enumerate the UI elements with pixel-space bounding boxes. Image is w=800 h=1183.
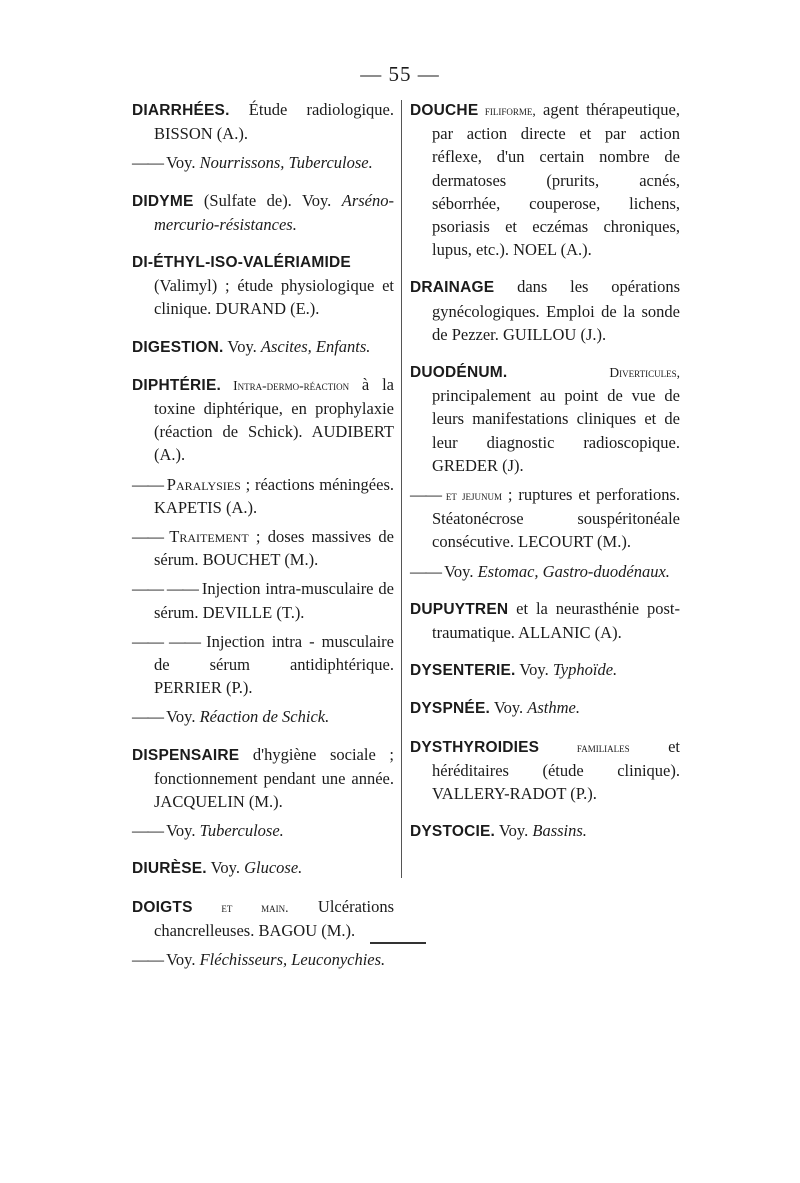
index-entry-diphterie (132, 373, 394, 467)
entry-text: ; réactions méningées. KAPETIS (A.). (154, 474, 394, 517)
entry-refs: Estomac, Gastro-duodénaux. (477, 561, 670, 581)
entry-text: dans les opérations gynécologiques. Emploi de la sonde de Pezzer. GUILLOU (J.). (432, 277, 680, 344)
entry-refs: Typhoïde. (552, 660, 618, 680)
entry-text: Injection intra - musculaire de sérum antidiphtérique. PERRIER (P.). (154, 631, 394, 698)
entry-heading: DIDYME (132, 192, 194, 210)
entry-subhead: familiales (539, 739, 630, 755)
index-entry-drainage (410, 275, 680, 346)
index-entry-didyme (132, 189, 394, 236)
entry-dash: —— (132, 474, 167, 494)
entry-heading: DIARRHÉES. (132, 102, 230, 119)
entry-subhead: et main. (192, 899, 289, 915)
entry-voy: Voy. (166, 153, 200, 173)
entry-heading: DOUCHE (410, 102, 479, 119)
entry-heading: DYSPNÉE. (410, 700, 490, 718)
entry-subhead: Paralysies (166, 474, 241, 494)
entry-refs: Réaction de Schick. (199, 707, 330, 727)
entry-text: (Sulfate de). Voy. (193, 190, 342, 210)
index-entry-injection-deville (132, 577, 394, 623)
index-entry-dispensaire-see-also (132, 819, 394, 842)
entry-dash: —— (132, 153, 167, 173)
right-column (410, 98, 680, 857)
entry-dash: —— —— (132, 579, 202, 599)
entry-dash: —— (132, 527, 170, 547)
entry-heading: DRAINAGE (410, 279, 495, 297)
entry-dash: —— (410, 561, 445, 581)
entry-text: principalement au point de vue de leurs manifestations cliniques et de leur diagnostic radioscopique. GREDER (J). (432, 386, 680, 475)
entry-subhead: Traitement (169, 527, 249, 547)
entry-text: Étude radiologique. BISSON (A.). (154, 100, 394, 144)
index-entry-paralysies (132, 473, 394, 519)
index-entry-dystocie (410, 819, 680, 843)
index-entry-dysthyroidies (410, 735, 680, 806)
index-entry-douche (410, 98, 680, 261)
entry-subhead: filiforme, (478, 103, 536, 118)
index-entry-diarrhees (132, 98, 394, 145)
entry-heading: DYSTHYROIDIES (410, 738, 540, 756)
index-entry-jejunum (410, 483, 680, 554)
entry-voy: Voy. (490, 698, 528, 718)
entry-text: ; doses massives de sérum. BOUCHET (M.). (154, 527, 395, 570)
entry-refs: Arséno-mercurio-résistances. (154, 190, 394, 234)
entry-voy: Voy. (495, 821, 533, 841)
left-column (132, 98, 394, 985)
entry-voy: Voy. (444, 561, 478, 581)
entry-dash: —— (132, 821, 167, 841)
index-entry-diethyl (132, 250, 394, 321)
entry-voy: Voy. (166, 707, 200, 727)
index-entry-duodenum-see-also (410, 560, 680, 583)
entry-dash: —— (132, 707, 167, 727)
entry-subhead: Intra-dermo-réaction (220, 377, 350, 393)
entry-heading: DIPHTÉRIE. (132, 376, 221, 394)
entry-refs: Nourrissons, Tuberculose. (199, 153, 373, 173)
entry-heading: DIGESTION. (132, 338, 224, 356)
index-entry-dispensaire (132, 743, 394, 814)
index-entry-dyspnee (410, 696, 680, 720)
index-entry-doigts (132, 895, 394, 942)
entry-heading: DISPENSAIRE (132, 746, 240, 764)
entry-heading: DI-ÉTHYL-ISO-VALÉRIAMIDE (132, 254, 351, 272)
index-entry-traitement (132, 525, 394, 571)
entry-voy: Voy. (223, 336, 261, 356)
entry-text: Ulcérations chancrelleuses. BAGOU (M.). (154, 896, 394, 940)
entry-subhead: et jejunum (445, 488, 503, 504)
entry-text: à la toxine diphtérique, en prophylaxie (réaction de Schick). AUDIBERT (A.). (154, 374, 394, 465)
index-entry-diphterie-see-also (132, 705, 394, 728)
column-divider (401, 100, 402, 878)
index-entry-diarrhees-see-also (132, 151, 394, 174)
entry-refs: Bassins. (532, 821, 587, 841)
entry-subhead: Diverticules, (507, 365, 680, 381)
entry-voy: Voy. (166, 950, 200, 970)
index-entry-doigts-see-also (132, 948, 394, 971)
entry-refs: Asthme. (527, 698, 580, 718)
entry-dash: —— —— (132, 631, 207, 651)
index-entry-dupuytren (410, 597, 680, 644)
entry-text: ; ruptures et perforations. Stéatonécrose souspéritonéale consécutive. LECOURT (M.). (432, 485, 680, 552)
entry-heading: DUODÉNUM. (410, 364, 508, 382)
entry-heading: DIURÈSE. (132, 860, 207, 878)
entry-voy: Voy. (166, 821, 200, 841)
index-entry-duodenum (410, 360, 680, 477)
index-entry-injection-perrier (132, 630, 394, 700)
entry-heading: DYSTOCIE. (410, 823, 496, 841)
entry-text: et héréditaires (étude clinique). VALLERY-RADOT (P.). (432, 736, 680, 804)
index-entry-dysenterie (410, 658, 680, 682)
entry-dash: —— (132, 950, 167, 970)
entry-voy: Voy. (515, 660, 553, 680)
entry-refs: Glucose. (244, 858, 303, 878)
entry-dash: —— (410, 485, 446, 505)
entry-voy: Voy. (206, 858, 245, 878)
entry-text: Injection intra-musculaire de sérum. DEVILLE (T.). (154, 579, 394, 622)
entry-text: agent thérapeutique, par action directe et par action réflexe, d'un certain nombre de dermatoses (prurits, acnés, séborrhée, couperose, lichens, psoriasis et eczémas chroniques, lupus, etc.). NOEL (A.). (432, 100, 680, 260)
entry-heading: DUPUYTREN (410, 600, 509, 618)
entry-refs: Fléchisseurs, Leuconychies. (199, 950, 386, 970)
index-entry-diurese (132, 856, 394, 880)
entry-heading: DYSENTERIE. (410, 662, 516, 680)
entry-text: d'hygiène sociale ; fonctionnement pendant une année. JACQUELIN (M.). (154, 744, 394, 812)
bottom-rule (370, 942, 426, 944)
entry-text: (Valimyl) ; étude physiologique et clinique. DURAND (E.). (154, 276, 394, 319)
page-number: — 55 — (360, 62, 440, 86)
entry-text: et la neurasthénie post-traumatique. ALLANIC (A). (432, 598, 680, 643)
entry-refs: Ascites, Enfants. (260, 336, 371, 356)
entry-heading: DOIGTS (132, 898, 193, 916)
index-entry-digestion (132, 335, 394, 359)
entry-refs: Tuberculose. (199, 821, 284, 841)
